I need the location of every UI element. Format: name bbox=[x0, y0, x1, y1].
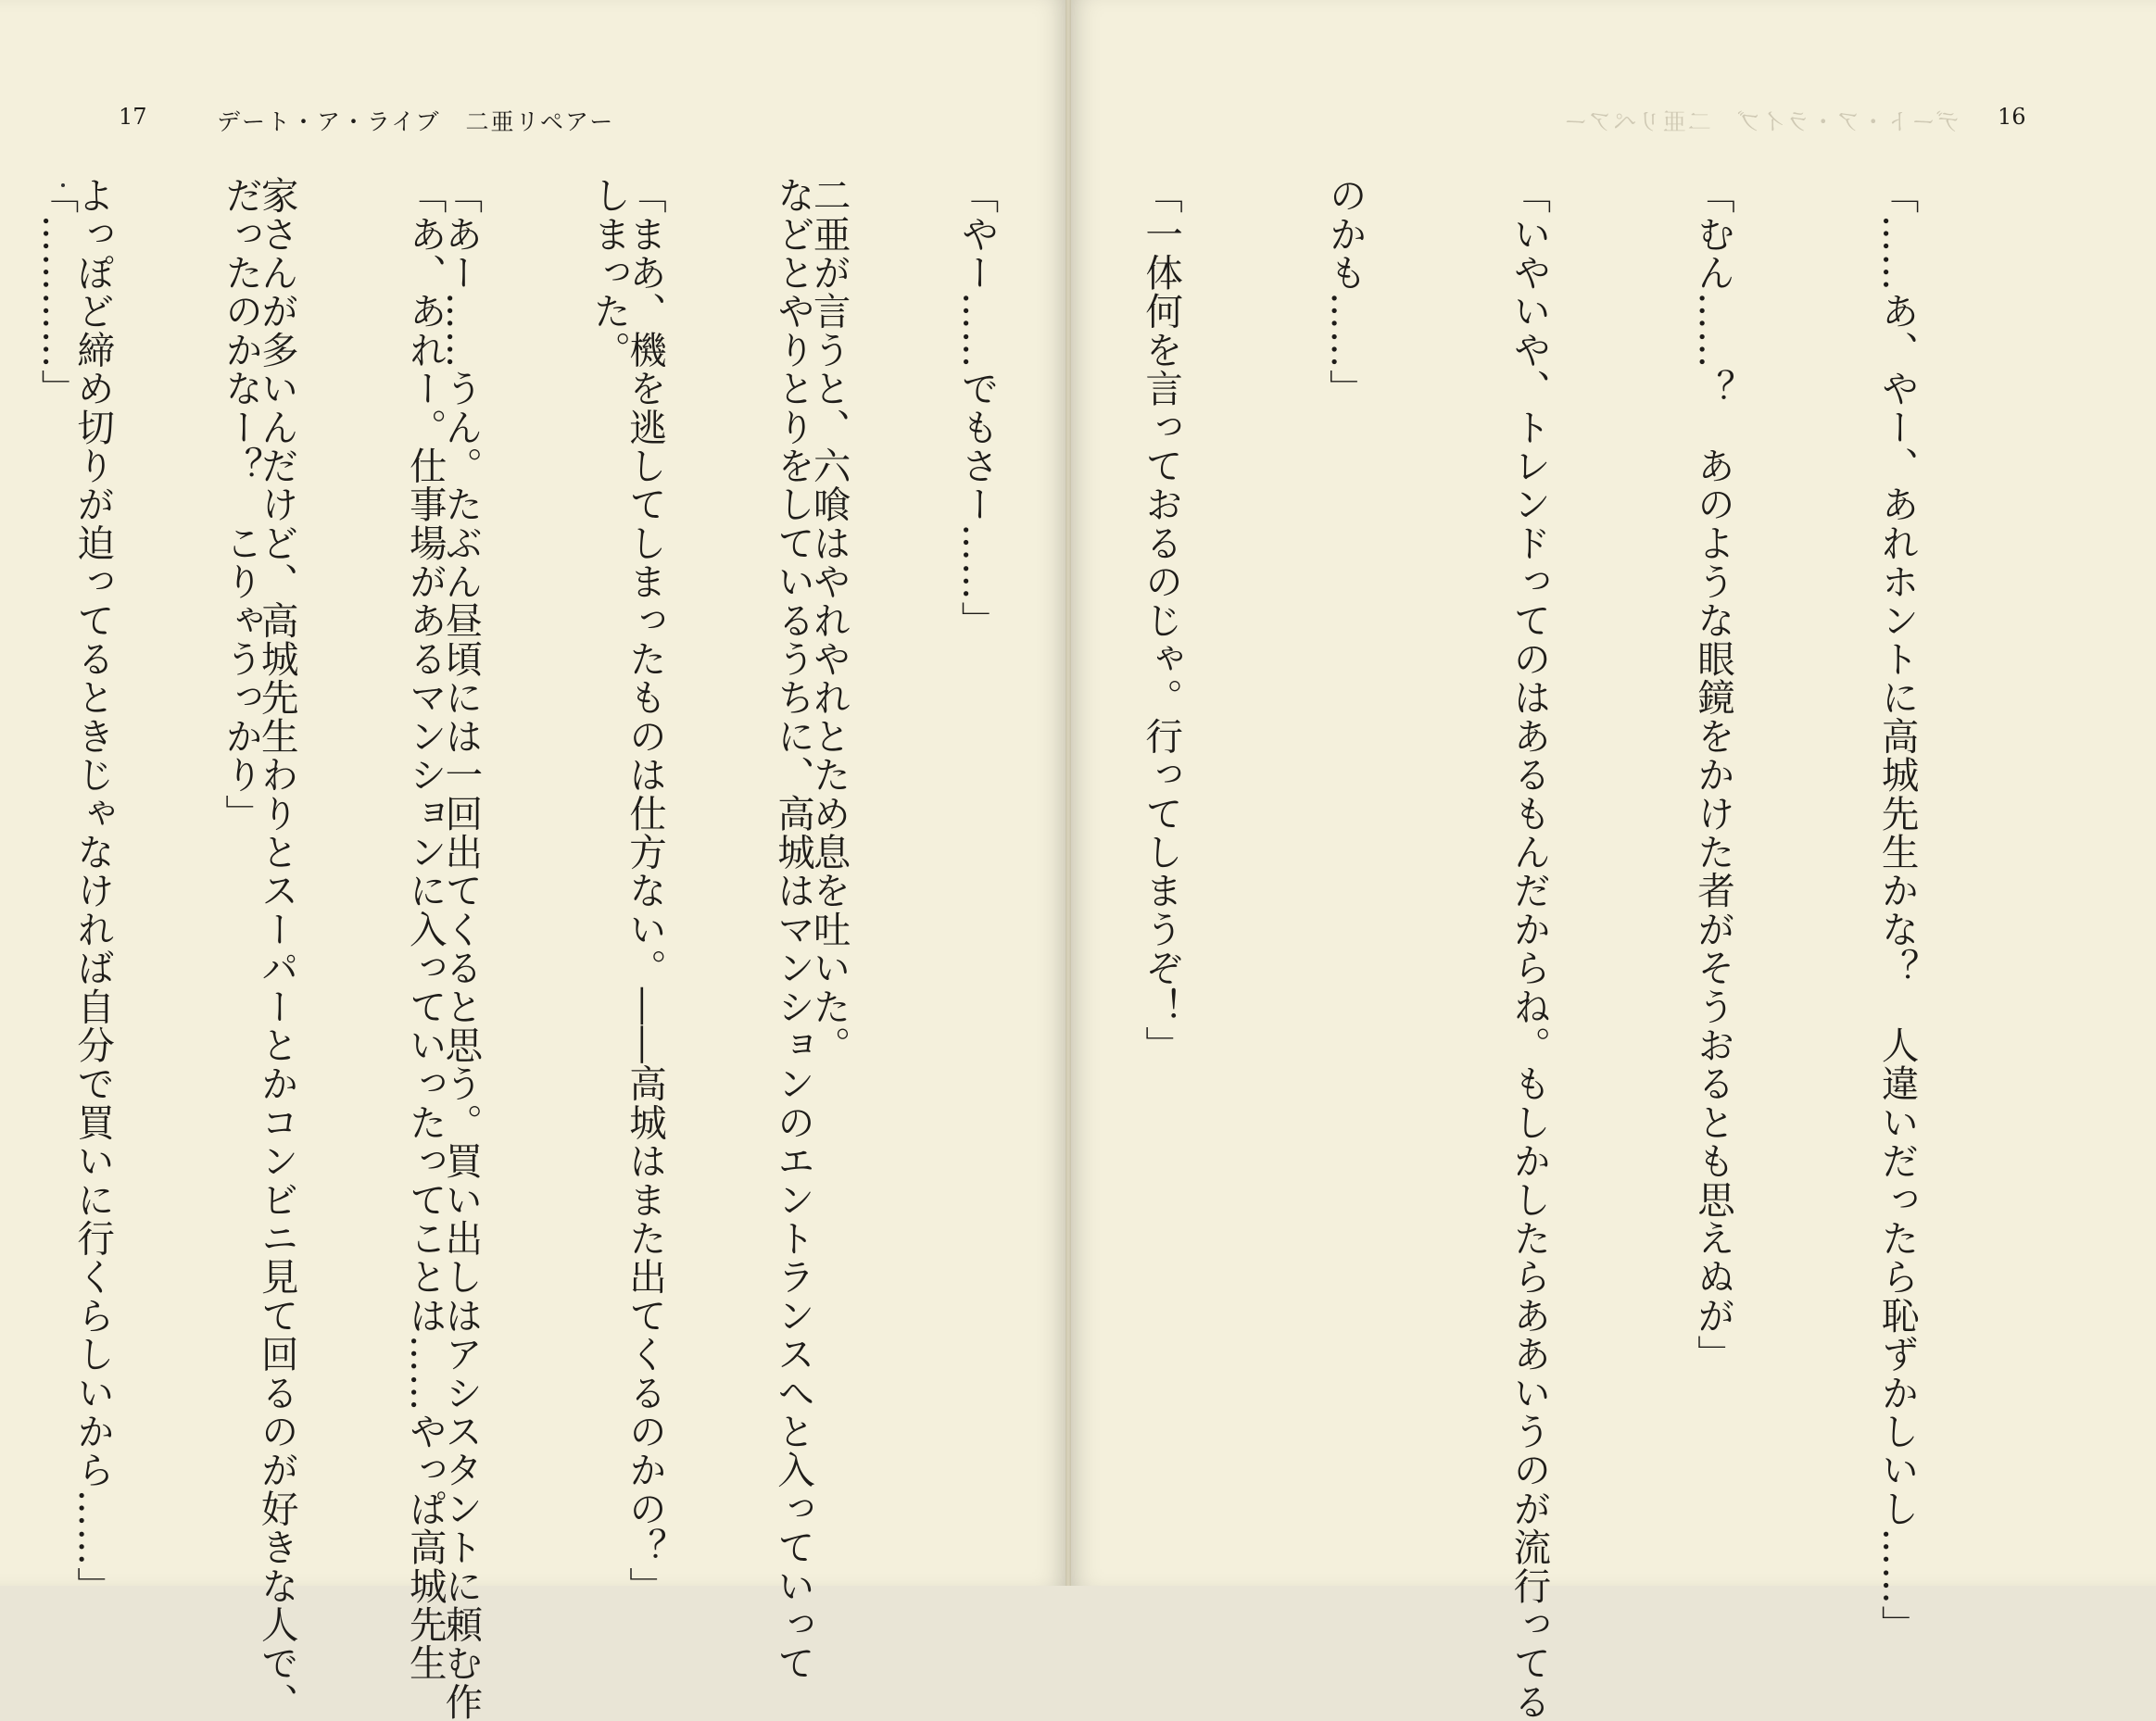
text-line: 「あー……うん。たぶん昼頃には一回出てくると思う。買い出しはアシスタントに頼む作 bbox=[438, 176, 484, 1721]
text-line: だったのかなー？ こりゃうっかり」 bbox=[219, 176, 264, 833]
text-line: 「あ、あれー。仕事場があるマンションに入っていったってことは……やっぱ高城先生 bbox=[402, 176, 448, 1683]
text-line: 「いやいや、トレンドってのはあるもんだからね。もしかしたらああいうのが流行ってる bbox=[1507, 176, 1552, 1721]
text-line: のかも……」 bbox=[1322, 176, 1368, 408]
text-line: 「まあ、機を逃してしまったものは仕方ない。――高城はまた出てくるのかの？」 bbox=[622, 176, 667, 1605]
text-line: 「…………」 bbox=[34, 176, 80, 408]
text-line: 家さんが多いんだけど、高城先生わりとスーパーとかコンビニ見て回るのが好きな人で、 bbox=[254, 176, 299, 1721]
text-line: しまった。 bbox=[586, 176, 632, 370]
show-through-header: デート・ア・ライブ 二亜リペアー bbox=[1562, 108, 1961, 135]
page-number: 17 bbox=[119, 104, 147, 130]
text-line: 「一体何を言っておるのじゃ。行ってしまうぞ！」 bbox=[1139, 176, 1184, 1065]
text-line: 「やー……でもさー……」 bbox=[954, 176, 1000, 640]
text-line: 「……あ、やー、あれホントに高城先生かな？ 人違いだったら恥ずかしいし……」 bbox=[1874, 176, 1920, 1644]
text-line: 二亜が言うと、六喰はやれやれとため息を吐いた。 bbox=[806, 176, 851, 1065]
body-text-right bbox=[0, 176, 2050, 1721]
running-header: デート・ア・ライブ 二亜リペアー bbox=[217, 108, 615, 135]
text-line: などとやりとりをしているうちに、高城はマンションのエントランスへと入っていって bbox=[770, 176, 815, 1683]
text-line: よっぽど締め切りが迫ってるときじゃなければ自分で買いに行くらしいから……」 bbox=[70, 176, 116, 1605]
text-line: 「むん……？ あのような眼鏡をかけた者がそうおるとも思えぬが」 bbox=[1690, 176, 1735, 1374]
page-number: 16 bbox=[1998, 104, 2026, 130]
